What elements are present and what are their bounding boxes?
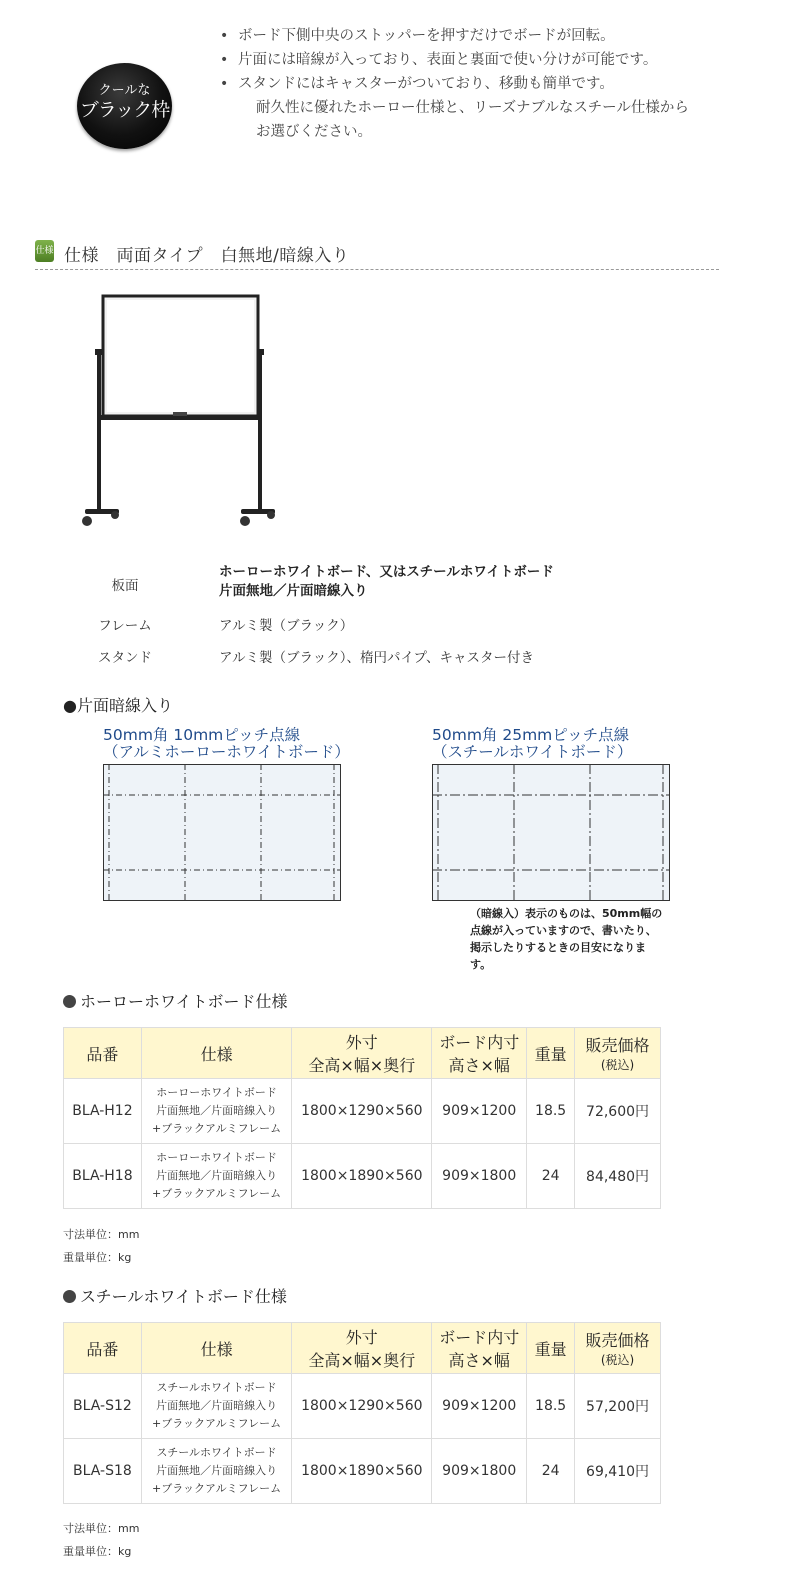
spec-value-frame: アルミ製（ブラック） — [219, 618, 354, 634]
header-outer: 外寸 全高×幅×奥行 — [292, 1323, 432, 1374]
bullet-dot — [63, 1290, 76, 1303]
table-header-row — [64, 1323, 661, 1374]
leaf-icon: 仕様 — [35, 240, 54, 262]
feature-list — [220, 24, 780, 144]
feature-note-line: 耐久性に優れたホーロー仕様と、リーズナブルなスチール仕様から — [256, 100, 689, 116]
cell-code: BLA-S12 — [64, 1374, 142, 1439]
cell-price: 72,600円 — [575, 1079, 661, 1144]
header-price: 販売価格 (税込) — [575, 1323, 661, 1374]
cell-weight: 18.5 — [527, 1374, 575, 1439]
dotted-grid-10mm-diagram — [103, 764, 341, 901]
whiteboard-stand-illustration — [75, 293, 275, 538]
cell-price: 57,200円 — [575, 1374, 661, 1439]
table-row — [64, 1144, 661, 1209]
pattern-note-line: （暗線入）表示のものは、50mm幅の — [470, 907, 663, 920]
weight-unit-note: 重量単位：kg — [63, 1545, 132, 1558]
cell-weight: 24 — [527, 1439, 575, 1504]
lines-heading: ●片面暗線入り — [63, 696, 173, 715]
header-price: 販売価格 (税込) — [575, 1028, 661, 1079]
header-weight: 重量 — [527, 1323, 575, 1374]
pattern-note — [470, 905, 710, 973]
spec-value-stand: アルミ製（ブラック）、楕円パイプ、キャスター付き — [219, 650, 534, 666]
cell-code: BLA-H12 — [64, 1079, 142, 1144]
spec-label-frame: フレーム — [98, 618, 152, 634]
feature-item: • スタンドにはキャスターがついており、移動も簡単です。 — [220, 72, 780, 96]
cell-weight: 24 — [527, 1144, 575, 1209]
pattern-title-1: 50mm角 10mmピッチ点線 — [103, 726, 301, 744]
cell-inner: 909×1800 — [432, 1439, 527, 1504]
table-row — [64, 1439, 661, 1504]
cell-inner: 909×1800 — [432, 1144, 527, 1209]
header-weight: 重量 — [527, 1028, 575, 1079]
cell-price: 69,410円 — [575, 1439, 661, 1504]
cell-spec: スチールホワイトボード 片面無地／片面暗線入り +ブラックアルミフレーム — [141, 1374, 292, 1439]
pattern-note-line: 掲示したりするときの目安になりま — [470, 941, 646, 954]
section-title: 仕様 両面タイプ 白無地/暗線入り — [64, 246, 350, 266]
table-row — [64, 1374, 661, 1439]
steel-table-title: スチールホワイトボード仕様 — [80, 1287, 287, 1306]
steel-table-heading — [63, 1284, 287, 1307]
bullet-dot — [63, 995, 76, 1008]
header-inner: ボード内寸 高さ×幅 — [432, 1028, 527, 1079]
pattern-note-line: 点線が入っていますので、書いたり、 — [470, 924, 657, 937]
section-divider — [35, 269, 719, 270]
dotted-grid-25mm-diagram — [432, 764, 670, 901]
pattern-note-line: す。 — [470, 958, 492, 971]
cell-code: BLA-S18 — [64, 1439, 142, 1504]
cell-spec: ホーローホワイトボード 片面無地／片面暗線入り +ブラックアルミフレーム — [141, 1144, 292, 1209]
header-spec: 仕様 — [141, 1028, 292, 1079]
feature-item: • 片面には暗線が入っており、表面と裏面で使い分けが可能です。 — [220, 48, 780, 72]
cell-outer: 1800×1290×560 — [292, 1079, 432, 1144]
pattern-subtitle-1: （アルミホーローホワイトボード） — [103, 743, 350, 761]
enamel-spec-table — [63, 1027, 661, 1209]
cell-weight: 18.5 — [527, 1079, 575, 1144]
enamel-table-heading — [63, 989, 288, 1012]
cell-price: 84,480円 — [575, 1144, 661, 1209]
cell-code: BLA-H18 — [64, 1144, 142, 1209]
cell-spec: ホーローホワイトボード 片面無地／片面暗線入り +ブラックアルミフレーム — [141, 1079, 292, 1144]
size-unit-note: 寸法単位：mm — [63, 1522, 140, 1535]
cell-inner: 909×1200 — [432, 1374, 527, 1439]
spec-label-stand: スタンド — [98, 650, 152, 666]
header-spec: 仕様 — [141, 1323, 292, 1374]
weight-unit-note: 重量単位：kg — [63, 1251, 132, 1264]
spec-label-board: 板面 — [111, 578, 139, 594]
header-inner: ボード内寸 高さ×幅 — [432, 1323, 527, 1374]
header-code: 品番 — [64, 1323, 142, 1374]
spec-value-board-line2: 片面無地／片面暗線入り — [219, 583, 368, 599]
badge-line1: クールな — [98, 83, 151, 98]
header-code: 品番 — [64, 1028, 142, 1079]
steel-spec-table — [63, 1322, 661, 1504]
table-row — [64, 1079, 661, 1144]
cell-spec: スチールホワイトボード 片面無地／片面暗線入り +ブラックアルミフレーム — [141, 1439, 292, 1504]
cell-inner: 909×1200 — [432, 1079, 527, 1144]
spec-value-board-line1: ホーローホワイトボード、又はスチールホワイトボード — [219, 564, 554, 580]
pattern-title-2: 50mm角 25mmピッチ点線 — [432, 726, 630, 744]
size-unit-note: 寸法単位：mm — [63, 1228, 140, 1241]
header-outer: 外寸 全高×幅×奥行 — [292, 1028, 432, 1079]
badge-line2: ブラック枠 — [79, 99, 170, 121]
feature-note-line: お選びください。 — [256, 124, 372, 140]
cell-outer: 1800×1290×560 — [292, 1374, 432, 1439]
enamel-table-title: ホーローホワイトボード仕様 — [80, 992, 288, 1011]
cell-outer: 1800×1890×560 — [292, 1144, 432, 1209]
cell-outer: 1800×1890×560 — [292, 1439, 432, 1504]
pattern-subtitle-2: （スチールホワイトボード） — [432, 743, 633, 761]
table-header-row — [64, 1028, 661, 1079]
feature-item: • ボード下側中央のストッパーを押すだけでボードが回転。 — [220, 24, 780, 48]
black-frame-badge — [77, 63, 172, 149]
